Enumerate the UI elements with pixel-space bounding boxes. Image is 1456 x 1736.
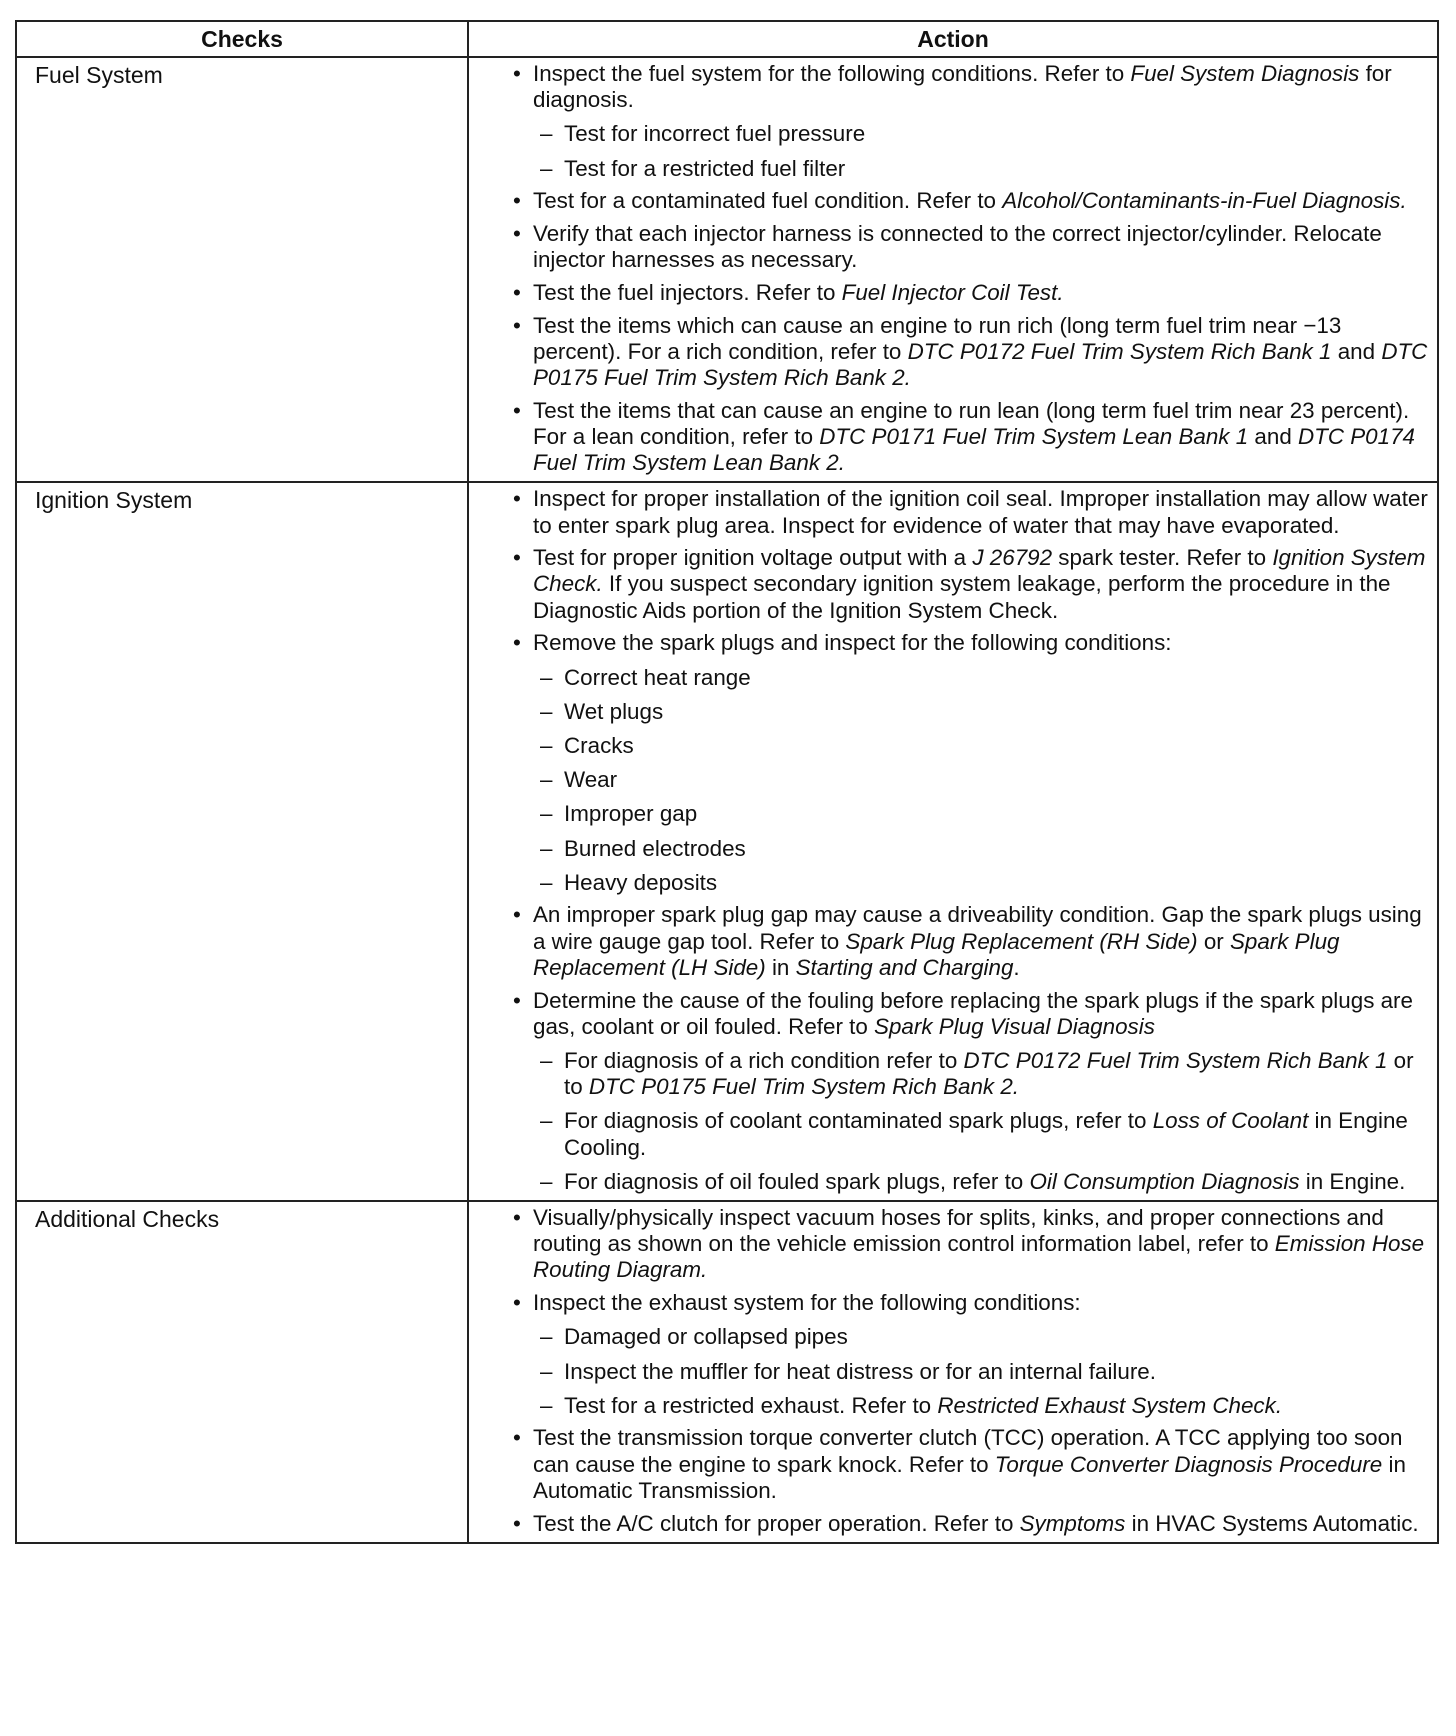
action-bullet <box>511 1290 1429 1419</box>
sub-item <box>533 836 1429 862</box>
text-run: Test for proper ignition voltage output with a <box>533 545 973 571</box>
sub-item <box>533 1108 1429 1160</box>
action-bullet <box>511 221 1429 273</box>
action-bullet <box>511 61 1429 182</box>
reference-text: Alcohol/Contaminants-in-Fuel Diagnosis. <box>1002 188 1407 214</box>
sub-item <box>533 1048 1429 1100</box>
check-cell: Additional Checks <box>16 1201 468 1543</box>
reference-text: Spark Plug Replacement (LH Side) <box>533 928 1340 980</box>
sub-item <box>533 801 1429 827</box>
text-run: Correct heat range <box>564 664 751 690</box>
text-run: Test for a restricted exhaust. Refer to <box>564 1392 938 1418</box>
sub-list <box>533 121 1429 181</box>
header-action: Action <box>468 21 1438 57</box>
reference-text: DTC P0172 Fuel Trim System Rich Bank 1 <box>907 338 1332 364</box>
text-run: Test the A/C clutch for proper operation. Refer to <box>533 1510 1020 1536</box>
reference-text: Restricted Exhaust System Check. <box>937 1392 1283 1418</box>
action-bullet <box>511 486 1429 538</box>
reference-text: Oil Consumption Diagnosis <box>1029 1168 1300 1194</box>
action-cell <box>468 482 1438 1201</box>
text-run: and <box>1331 338 1382 364</box>
text-run: Determine the cause of the fouling before replacing the spark plugs if the spark plugs are gas, coolant or oil fouled. Refer to <box>533 987 1413 1039</box>
header-row <box>16 21 1438 57</box>
action-list <box>511 486 1429 1195</box>
action-bullet <box>511 188 1429 214</box>
action-bullet <box>511 1425 1429 1504</box>
sub-item <box>533 665 1429 691</box>
sub-item <box>533 699 1429 725</box>
text-run: for diagnosis. <box>533 61 1392 113</box>
check-cell: Ignition System <box>16 482 468 1201</box>
reference-text: Spark Plug Replacement (RH Side) <box>845 928 1198 954</box>
reference-text: Fuel System Diagnosis <box>1130 61 1360 86</box>
text-run: Test the items that can cause an engine to run lean (long term fuel trim near 23 percent). For a lean condition, refer to <box>533 397 1410 449</box>
table-body <box>16 57 1438 1543</box>
text-run: in <box>765 954 796 980</box>
header-checks: Checks <box>16 21 468 57</box>
text-run: Visually/physically inspect vacuum hoses for splits, kinks, and proper connections and routing as shown on the vehicle emission control information label, refer to <box>533 1205 1384 1257</box>
reference-text: Loss of Coolant <box>1152 1108 1309 1134</box>
reference-text: Symptoms <box>1019 1510 1126 1536</box>
table-row-additional-checks <box>16 1201 1438 1543</box>
sub-list <box>533 665 1429 896</box>
action-list <box>511 61 1429 476</box>
text-run: Inspect the fuel system for the following conditions. Refer to <box>533 61 1131 86</box>
sub-item <box>533 1324 1429 1350</box>
reference-text: DTC P0172 Fuel Trim System Rich Bank 1 <box>963 1048 1388 1073</box>
text-run: For diagnosis of a rich condition refer to <box>564 1048 964 1073</box>
text-run: Test for a contaminated fuel condition. Refer to <box>533 188 1003 214</box>
action-bullet <box>511 902 1429 981</box>
reference-text: Emission Hose Routing Diagram. <box>533 1231 1425 1283</box>
action-bullet <box>511 1511 1429 1537</box>
text-run: or to <box>564 1048 1414 1100</box>
text-run: Test the items which can cause an engine to run rich (long term fuel trim near −13 percent). For a rich condition, refer to <box>533 312 1342 364</box>
text-run: For diagnosis of oil fouled spark plugs, refer to <box>564 1168 1030 1194</box>
table-row-fuel-system <box>16 57 1438 482</box>
text-run: and <box>1248 423 1298 449</box>
text-run: Improper gap <box>564 801 698 827</box>
reference-text: J 26792 <box>972 545 1053 571</box>
action-bullet <box>511 398 1429 477</box>
text-run: Heavy deposits <box>564 869 718 895</box>
sub-item <box>533 121 1429 147</box>
sub-item <box>533 733 1429 759</box>
text-run: Wet plugs <box>564 698 664 724</box>
text-run: in Engine. <box>1299 1168 1406 1194</box>
text-run: Inspect for proper installation of the ignition coil seal. Improper installation may allow water to enter spark plug area. Inspect for evidence of water that may have evaporated. <box>533 486 1428 538</box>
reference-text: Ignition System Check. <box>533 545 1426 597</box>
text-run: Damaged or collapsed pipes <box>564 1324 848 1350</box>
reference-text: Torque Converter Diagnosis Procedure <box>994 1451 1383 1477</box>
reference-text: Starting and Charging <box>795 954 1014 980</box>
action-list <box>511 1205 1429 1537</box>
sub-list <box>533 1324 1429 1419</box>
text-run: For diagnosis of coolant contaminated spark plugs, refer to <box>564 1108 1153 1134</box>
text-run: or <box>1197 928 1230 954</box>
text-run: Cracks <box>564 732 634 758</box>
sub-item <box>533 767 1429 793</box>
check-cell: Fuel System <box>16 57 468 482</box>
reference-text: DTC P0171 Fuel Trim System Lean Bank 1 <box>819 423 1249 449</box>
reference-text: DTC P0175 Fuel Trim System Rich Bank 2. <box>588 1074 1020 1100</box>
diagnostic-checks-table <box>15 20 1439 1544</box>
sub-item <box>533 870 1429 896</box>
reference-text: Fuel Injector Coil Test. <box>841 279 1064 305</box>
table-row-ignition-system <box>16 482 1438 1201</box>
document-page <box>15 20 1439 1544</box>
action-cell <box>468 1201 1438 1543</box>
reference-text: DTC P0174 Fuel Trim System Lean Bank 2. <box>533 423 1415 476</box>
action-bullet <box>511 313 1429 392</box>
text-run: Verify that each injector harness is connected to the correct injector/cylinder. Relocate injector harnesses as necessary. <box>533 221 1382 273</box>
text-run: Test the fuel injectors. Refer to <box>533 279 842 305</box>
text-run: in HVAC Systems Automatic. <box>1125 1510 1419 1536</box>
text-run: Inspect the exhaust system for the following conditions: <box>533 1290 1081 1316</box>
sub-list <box>533 1048 1429 1195</box>
text-run: An improper spark plug gap may cause a driveability condition. Gap the spark plugs using a wire gauge gap tool. Refer to <box>533 902 1422 954</box>
text-run: in Engine Cooling. <box>564 1108 1408 1160</box>
sub-item <box>533 156 1429 182</box>
action-cell <box>468 57 1438 482</box>
action-bullet <box>511 630 1429 896</box>
text-run: If you suspect secondary ignition system leakage, perform the procedure in the Diagnostic Aids portion of the Ignition System Check. <box>533 571 1391 623</box>
text-run: Remove the spark plugs and inspect for the following conditions: <box>533 630 1172 656</box>
text-run: Wear <box>564 767 618 793</box>
reference-text: Spark Plug Visual Diagnosis <box>874 1013 1155 1039</box>
text-run: in Automatic Transmission. <box>533 1451 1406 1503</box>
action-bullet <box>511 988 1429 1195</box>
text-run: Burned electrodes <box>564 835 746 861</box>
action-bullet <box>511 545 1429 624</box>
text-run: Test for incorrect fuel pressure <box>564 121 866 147</box>
action-bullet <box>511 280 1429 306</box>
text-run: Test for a restricted fuel filter <box>564 155 846 181</box>
sub-item <box>533 1169 1429 1195</box>
text-run: Test the transmission torque converter clutch (TCC) operation. A TCC applying too soon can cause the engine to spark knock. Refer to <box>533 1425 1403 1477</box>
text-run: . <box>1013 954 1020 980</box>
reference-text: DTC P0175 Fuel Trim System Rich Bank 2. <box>533 338 1428 391</box>
sub-item <box>533 1359 1429 1385</box>
action-bullet <box>511 1205 1429 1284</box>
sub-item <box>533 1393 1429 1419</box>
text-run: spark tester. Refer to <box>1052 545 1273 571</box>
text-run: Inspect the muffler for heat distress or for an internal failure. <box>564 1358 1156 1384</box>
